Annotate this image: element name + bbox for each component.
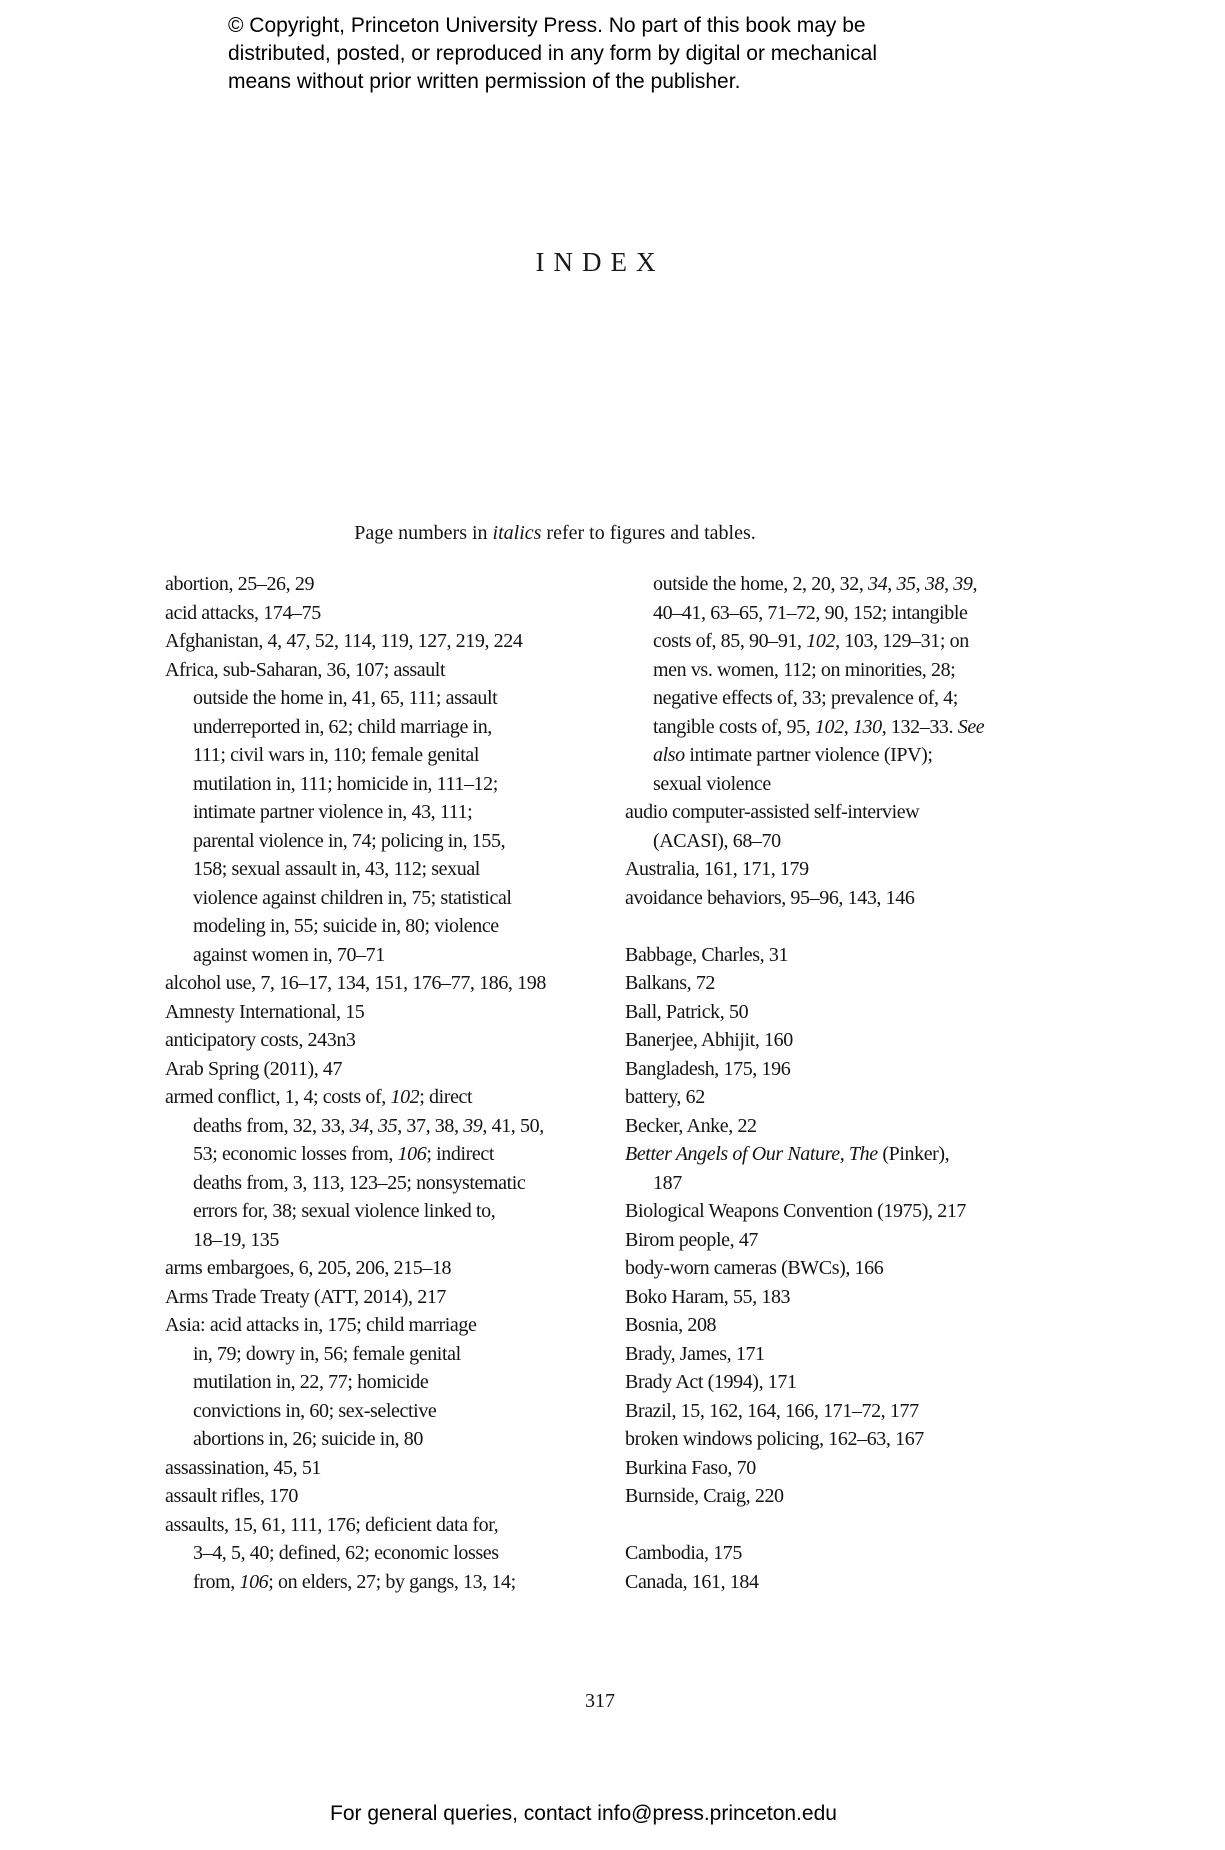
index-entry-line [625,1454,984,1483]
index-entry-line [625,855,984,884]
text-run: audio computer-assisted self-interview [625,801,920,823]
italic-text-run: 102 [390,1086,420,1108]
text-run: acid attacks, 174–75 [165,601,321,624]
text-run: convictions in, 60; sex-selective [193,1399,437,1422]
index-entry-line [165,1283,546,1312]
index-entry-line [625,884,984,913]
index-entry-line [625,1169,984,1198]
text-run: mutilation in, 111; homicide in, 111–12; [193,772,498,795]
italic-text-run: 34 [349,1114,369,1137]
text-run: Banerjee, Abhijit, 160 [625,1029,793,1051]
italic-text-run: 35 [377,1114,398,1137]
index-entry-line [165,1169,546,1198]
index-entry-line [165,599,546,628]
text-run: , 41, 50, [482,1114,544,1137]
text-run: mutilation in, 22, 77; homicide [193,1371,429,1393]
text-run: 18–19, 135 [193,1228,280,1251]
text-run: Brady, James, 171 [625,1342,765,1365]
index-entry-line [165,1254,546,1283]
text-run: Africa, sub-Saharan, 36, 107; assault [165,658,446,681]
copyright-line: © Copyright, Princeton University Press. No part of this book may be [228,14,866,37]
index-entry-line [625,1197,984,1226]
index-entry-line [165,884,546,913]
index-entry-line [625,684,984,713]
index-entry-line [165,684,546,713]
text-run: tangible costs of, 95, [653,715,815,738]
text-run: errors for, 38; sexual violence linked to, [193,1200,496,1222]
text-run: intimate partner violence (IPV); [684,744,933,766]
text-run: , 103, 129–31; on [835,630,969,652]
italic-text-run: 38 [924,573,945,595]
text-run: assault rifles, 170 [165,1485,298,1507]
index-entry-line [625,998,984,1027]
text-run: outside the home, 2, 20, 32, [653,573,869,595]
copyright-line: distributed, posted, or reproduced in any form by digital or mechanical [228,42,878,65]
italic-text-run: 39 [953,573,973,595]
index-entry-line [165,1340,546,1369]
text-run: from, [193,1570,240,1593]
index-entry-line [165,1226,546,1255]
text-run: Arms Trade Treaty (ATT, 2014), 217 [165,1285,447,1308]
italic-text-run: 35 [896,573,916,595]
text-run: costs of, 85, 90–91, [653,630,807,652]
index-entry-line [625,1026,984,1055]
text-run: Arab Spring (2011), 47 [165,1057,343,1080]
text-run: deaths from, 3, 113, 123–25; nonsystematic [193,1171,526,1194]
index-column-left [165,570,546,1596]
text-run: 158; sexual assault in, 43, 112; sexual [193,858,480,880]
copyright-notice [228,12,877,96]
footer-contact: For general queries, contact info@press.princeton.edu [330,1802,837,1825]
blank-line [625,1511,984,1540]
text-run: , [368,1114,378,1137]
index-entry-line [165,1454,546,1483]
text-run: Ball, Patrick, 50 [625,1000,749,1023]
index-entry-line [165,1539,546,1568]
index-entry-line [165,627,546,656]
index-entry-line [625,1226,984,1255]
text-run: arms embargoes, 6, 205, 206, 215–18 [165,1257,452,1279]
index-entry-line [625,741,984,770]
text-run: Amnesty International, 15 [165,1000,365,1023]
index-entry-line [165,570,546,599]
text-run: , [887,573,897,595]
italic-text-run: Better Angels of Our Nature, The [625,1143,878,1165]
text-run: Brady Act (1994), 171 [625,1371,797,1393]
text-run: , [843,715,853,738]
index-entry-line [165,998,546,1027]
index-entry-line [165,1397,546,1426]
index-entry-line [625,770,984,799]
index-entry-line [625,656,984,685]
index-entry-line [625,1083,984,1112]
text-run: ; on elders, 27; by gangs, 13, 14; [268,1570,516,1593]
text-run: Bosnia, 208 [625,1314,717,1336]
italics-note [120,522,990,545]
text-run: broken windows policing, 162–63, 167 [625,1428,924,1450]
text-run: armed conflict, 1, 4; costs of, [165,1086,391,1108]
index-entry-line [625,1368,984,1397]
text-run: Burkina Faso, 70 [625,1456,756,1479]
index-entry-line [165,770,546,799]
index-entry-line [165,1140,546,1169]
text-run: Burnside, Craig, 220 [625,1485,784,1507]
italic-text-run: 34 [868,573,888,595]
text-run: avoidance behaviors, 95–96, 143, 146 [625,886,915,909]
italic-text-run: 39 [463,1114,483,1137]
text-run: Boko Haram, 55, 183 [625,1285,791,1308]
index-entry-line [625,1112,984,1141]
index-entry-line [165,741,546,770]
text-run: alcohol use, 7, 16–17, 134, 151, 176–77, 186, 198 [165,972,546,994]
index-entry-line [165,1368,546,1397]
index-entry-line [625,798,984,827]
italic-text-run: 106 [239,1570,269,1593]
text-run: men vs. women, 112; on minorities, 28; [653,658,956,681]
index-entry-line [165,827,546,856]
index-entry-line [625,1283,984,1312]
text-run: , 132–33. [881,715,958,738]
copyright-line: means without prior written permission of the publisher. [228,70,741,93]
text-run: Afghanistan, 4, 47, 52, 114, 119, 127, 219, 224 [165,630,523,652]
text-run: intimate partner violence in, 43, 111; [193,801,473,823]
index-entry-line [165,1511,546,1540]
text-run: Bangladesh, 175, 196 [625,1057,791,1080]
index-entry-line [165,1482,546,1511]
text-run: 3–4, 5, 40; defined, 62; economic losses [193,1542,499,1564]
text-run: refer to figures and tables. [541,522,756,544]
index-entry-line [625,1539,984,1568]
text-run: Cambodia, 175 [625,1542,743,1564]
index-entry-line [625,1140,984,1169]
index-entry-line [165,1197,546,1226]
text-run: Biological Weapons Convention (1975), 217 [625,1200,967,1222]
index-entry-line [165,1026,546,1055]
index-entry-line [625,1568,984,1597]
text-run: assassination, 45, 51 [165,1456,322,1479]
index-entry-line [625,1055,984,1084]
text-run: 53; economic losses from, [193,1143,398,1165]
text-run: (Pinker), [877,1143,950,1165]
italic-text-run: 102 [806,630,836,652]
page-title: INDEX [535,247,665,277]
index-entry-line [165,1311,546,1340]
index-entry-line [165,1055,546,1084]
text-run: Australia, 161, 171, 179 [625,858,809,880]
text-run: ; direct [419,1086,473,1108]
index-entry-line [165,713,546,742]
index-entry-line [625,599,984,628]
text-run: parental violence in, 74; policing in, 155, [193,829,506,852]
text-run: abortion, 25–26, 29 [165,573,315,595]
text-run: Asia: acid attacks in, 175; child marriage [165,1314,477,1336]
index-entry-line [625,1254,984,1283]
text-run: Becker, Anke, 22 [625,1114,757,1137]
text-run: assaults, 15, 61, 111, 176; deficient data for, [165,1513,499,1536]
text-run: modeling in, 55; suicide in, 80; violence [193,915,499,937]
index-entry-line [625,713,984,742]
italic-text-run: also [653,744,685,766]
index-entry-line [625,941,984,970]
text-run: underreported in, 62; child marriage in, [193,715,492,738]
index-entry-line [165,656,546,685]
text-run: Page numbers in [354,522,493,544]
text-run: Balkans, 72 [625,972,716,994]
text-run: , [972,573,978,595]
italic-text-run: See [957,715,985,738]
index-entry-line [625,827,984,856]
index-entry-line [625,1340,984,1369]
index-entry-line [625,969,984,998]
index-entry-line [625,627,984,656]
text-run: Birom people, 47 [625,1228,759,1251]
text-run: against women in, 70–71 [193,943,385,966]
index-entry-line [165,969,546,998]
index-column-right [625,570,984,1596]
index-entry-line [165,855,546,884]
text-run: 187 [653,1171,682,1194]
text-run: , [915,573,925,595]
text-run: Babbage, Charles, 31 [625,943,789,966]
italic-text-run: 106 [397,1143,427,1165]
blank-line [625,912,984,941]
index-entry-line [625,1311,984,1340]
text-run: in, 79; dowry in, 56; female genital [193,1342,461,1365]
text-run: 111; civil wars in, 110; female genital [193,744,479,766]
text-run: Brazil, 15, 162, 164, 166, 171–72, 177 [625,1399,919,1422]
index-entry-line [625,1397,984,1426]
page-number: 317 [585,1690,615,1712]
text-run: battery, 62 [625,1086,705,1108]
text-run: , [944,573,954,595]
text-run: Canada, 161, 184 [625,1570,759,1593]
index-entry-line [165,1112,546,1141]
text-run: anticipatory costs, 243n3 [165,1029,356,1051]
text-run: 40–41, 63–65, 71–72, 90, 152; intangible [653,601,968,624]
text-run: , 37, 38, [397,1114,464,1137]
text-run: outside the home in, 41, 65, 111; assault [193,687,498,709]
italic-text-run: 102 [814,715,844,738]
text-run: (ACASI), 68–70 [653,829,781,852]
index-entry-line [165,912,546,941]
index-entry-line [165,941,546,970]
text-run: deaths from, 32, 33, [193,1114,350,1137]
index-entry-line [165,1568,546,1597]
text-run: abortions in, 26; suicide in, 80 [193,1428,423,1450]
index-entry-line [165,1425,546,1454]
italic-text-run: 130 [852,715,882,738]
text-run: body-worn cameras (BWCs), 166 [625,1257,884,1279]
index-entry-line [625,1482,984,1511]
text-run: violence against children in, 75; statistical [193,886,512,909]
index-entry-line [165,1083,546,1112]
text-run: ; indirect [426,1143,495,1165]
text-run: negative effects of, 33; prevalence of, 4; [653,687,958,709]
index-entry-line [165,798,546,827]
index-entry-line [625,570,984,599]
index-entry-line [625,1425,984,1454]
text-run: sexual violence [653,772,771,795]
italic-text-run: italics [492,522,542,544]
